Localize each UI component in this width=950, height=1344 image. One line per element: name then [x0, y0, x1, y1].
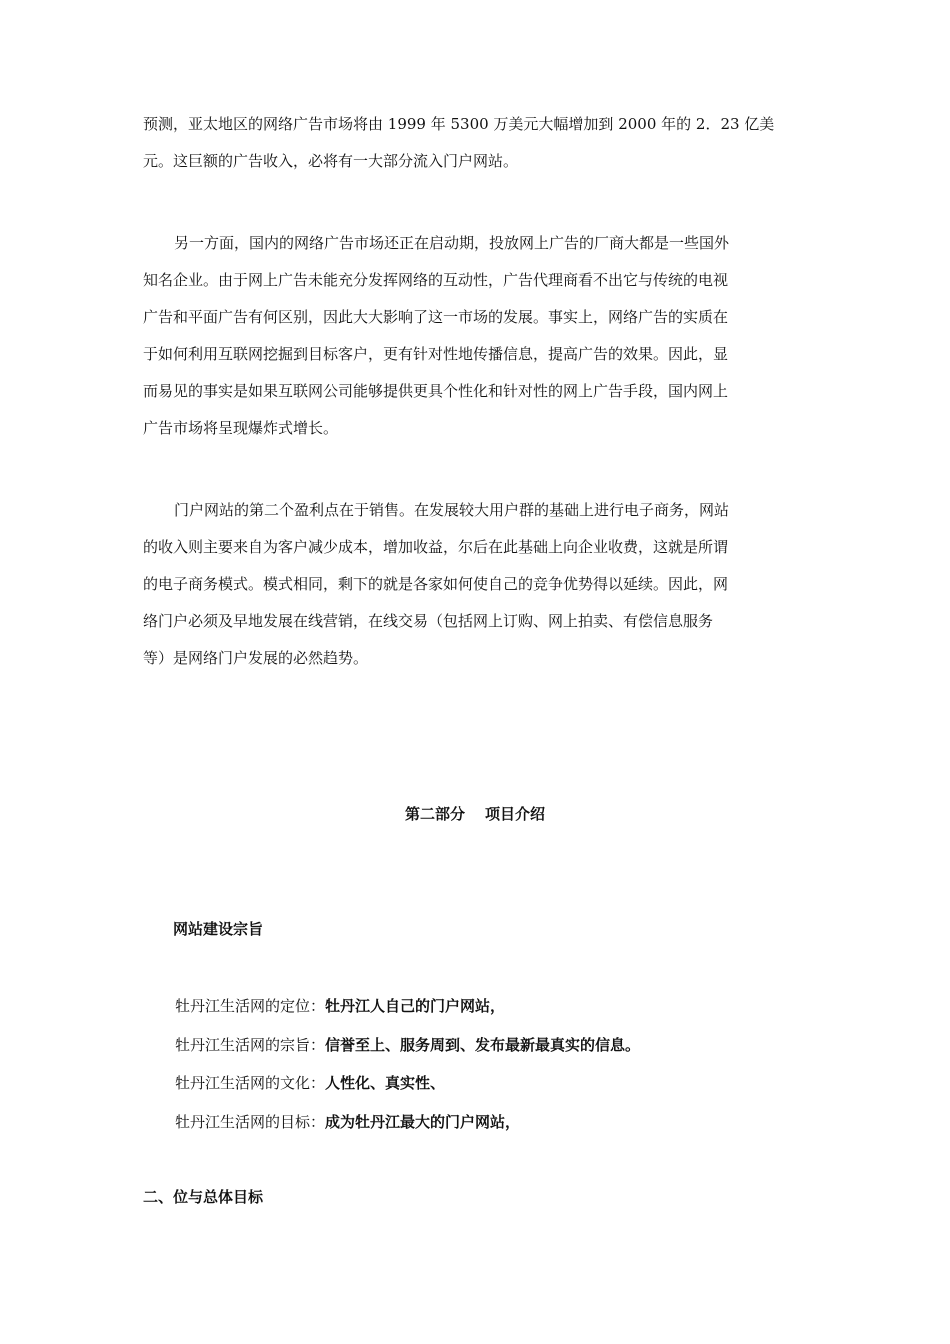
paragraph-ad-forecast [143, 106, 808, 180]
paragraph-line: 的收入则主要来自为客户减少成本，增加收益，尔后在此基础上向企业收费，这就是所谓 [143, 538, 729, 556]
principle-value: 牡丹江人自己的门户网站， [325, 997, 506, 1015]
principle-value: 成为牡丹江最大的门户网站， [325, 1113, 521, 1131]
principle-label: 牡丹江生活网的文化： [175, 1074, 326, 1092]
paragraph-line: 于如何利用互联网挖掘到目标客户，更有针对性地传播信息，提高广告的效果。因此，显 [143, 345, 729, 363]
paragraph-line: 等）是网络门户发展的必然趋势。 [143, 649, 369, 667]
paragraph-ecommerce [143, 492, 808, 677]
next-section-title: 二、位与总体目标 [143, 1188, 264, 1206]
paragraph-line: 另一方面，国内的网络广告市场还正在启动期，投放网上广告的厂商大都是一些国外 [174, 234, 730, 252]
section-title: 网站建设宗旨 [173, 920, 264, 938]
principle-value: 人性化、真实性、 [325, 1074, 446, 1092]
part-number: 第二部分 [404, 805, 465, 823]
principle-positioning [175, 995, 505, 1016]
principle-label: 牡丹江生活网的目标： [175, 1113, 326, 1131]
principle-goal [175, 1111, 520, 1132]
paragraph-line: 知名企业。由于网上广告未能充分发挥网络的互动性，广告代理商看不出它与传统的电视 [143, 271, 729, 289]
paragraph-line: 元。这巨额的广告收入，必将有一大部分流入门户网站。 [143, 152, 519, 170]
part-heading [0, 803, 950, 824]
paragraph-line: 广告市场将呈现爆炸式增长。 [143, 419, 339, 437]
part-title: 项目介绍 [485, 805, 546, 823]
principle-value: 信誉至上、服务周到、发布最新最真实的信息。 [325, 1036, 641, 1054]
principle-label: 牡丹江生活网的定位： [175, 997, 326, 1015]
paragraph-line: 络门户必须及早地发展在线营销，在线交易（包括网上订购、网上拍卖、有偿信息服务 [143, 612, 714, 630]
paragraph-line: 广告和平面广告有何区别，因此大大影响了这一市场的发展。事实上，网络广告的实质在 [143, 308, 729, 326]
principle-purpose [175, 1034, 640, 1055]
principle-label: 牡丹江生活网的宗旨： [175, 1036, 326, 1054]
paragraph-line: 预测，亚太地区的网络广告市场将由 1999 年 5300 万美元大幅增加到 2000 年的 2．23 亿美 [143, 115, 775, 133]
paragraph-line: 的电子商务模式。模式相同，剩下的就是各家如何使自己的竞争优势得以延续。因此，网 [143, 575, 729, 593]
principle-culture [175, 1072, 445, 1093]
paragraph-line: 门户网站的第二个盈利点在于销售。在发展较大用户群的基础上进行电子商务，网站 [174, 501, 730, 519]
paragraph-line: 而易见的事实是如果互联网公司能够提供更具个性化和针对性的网上广告手段，国内网上 [143, 382, 729, 400]
paragraph-domestic-ad-market [143, 225, 808, 447]
